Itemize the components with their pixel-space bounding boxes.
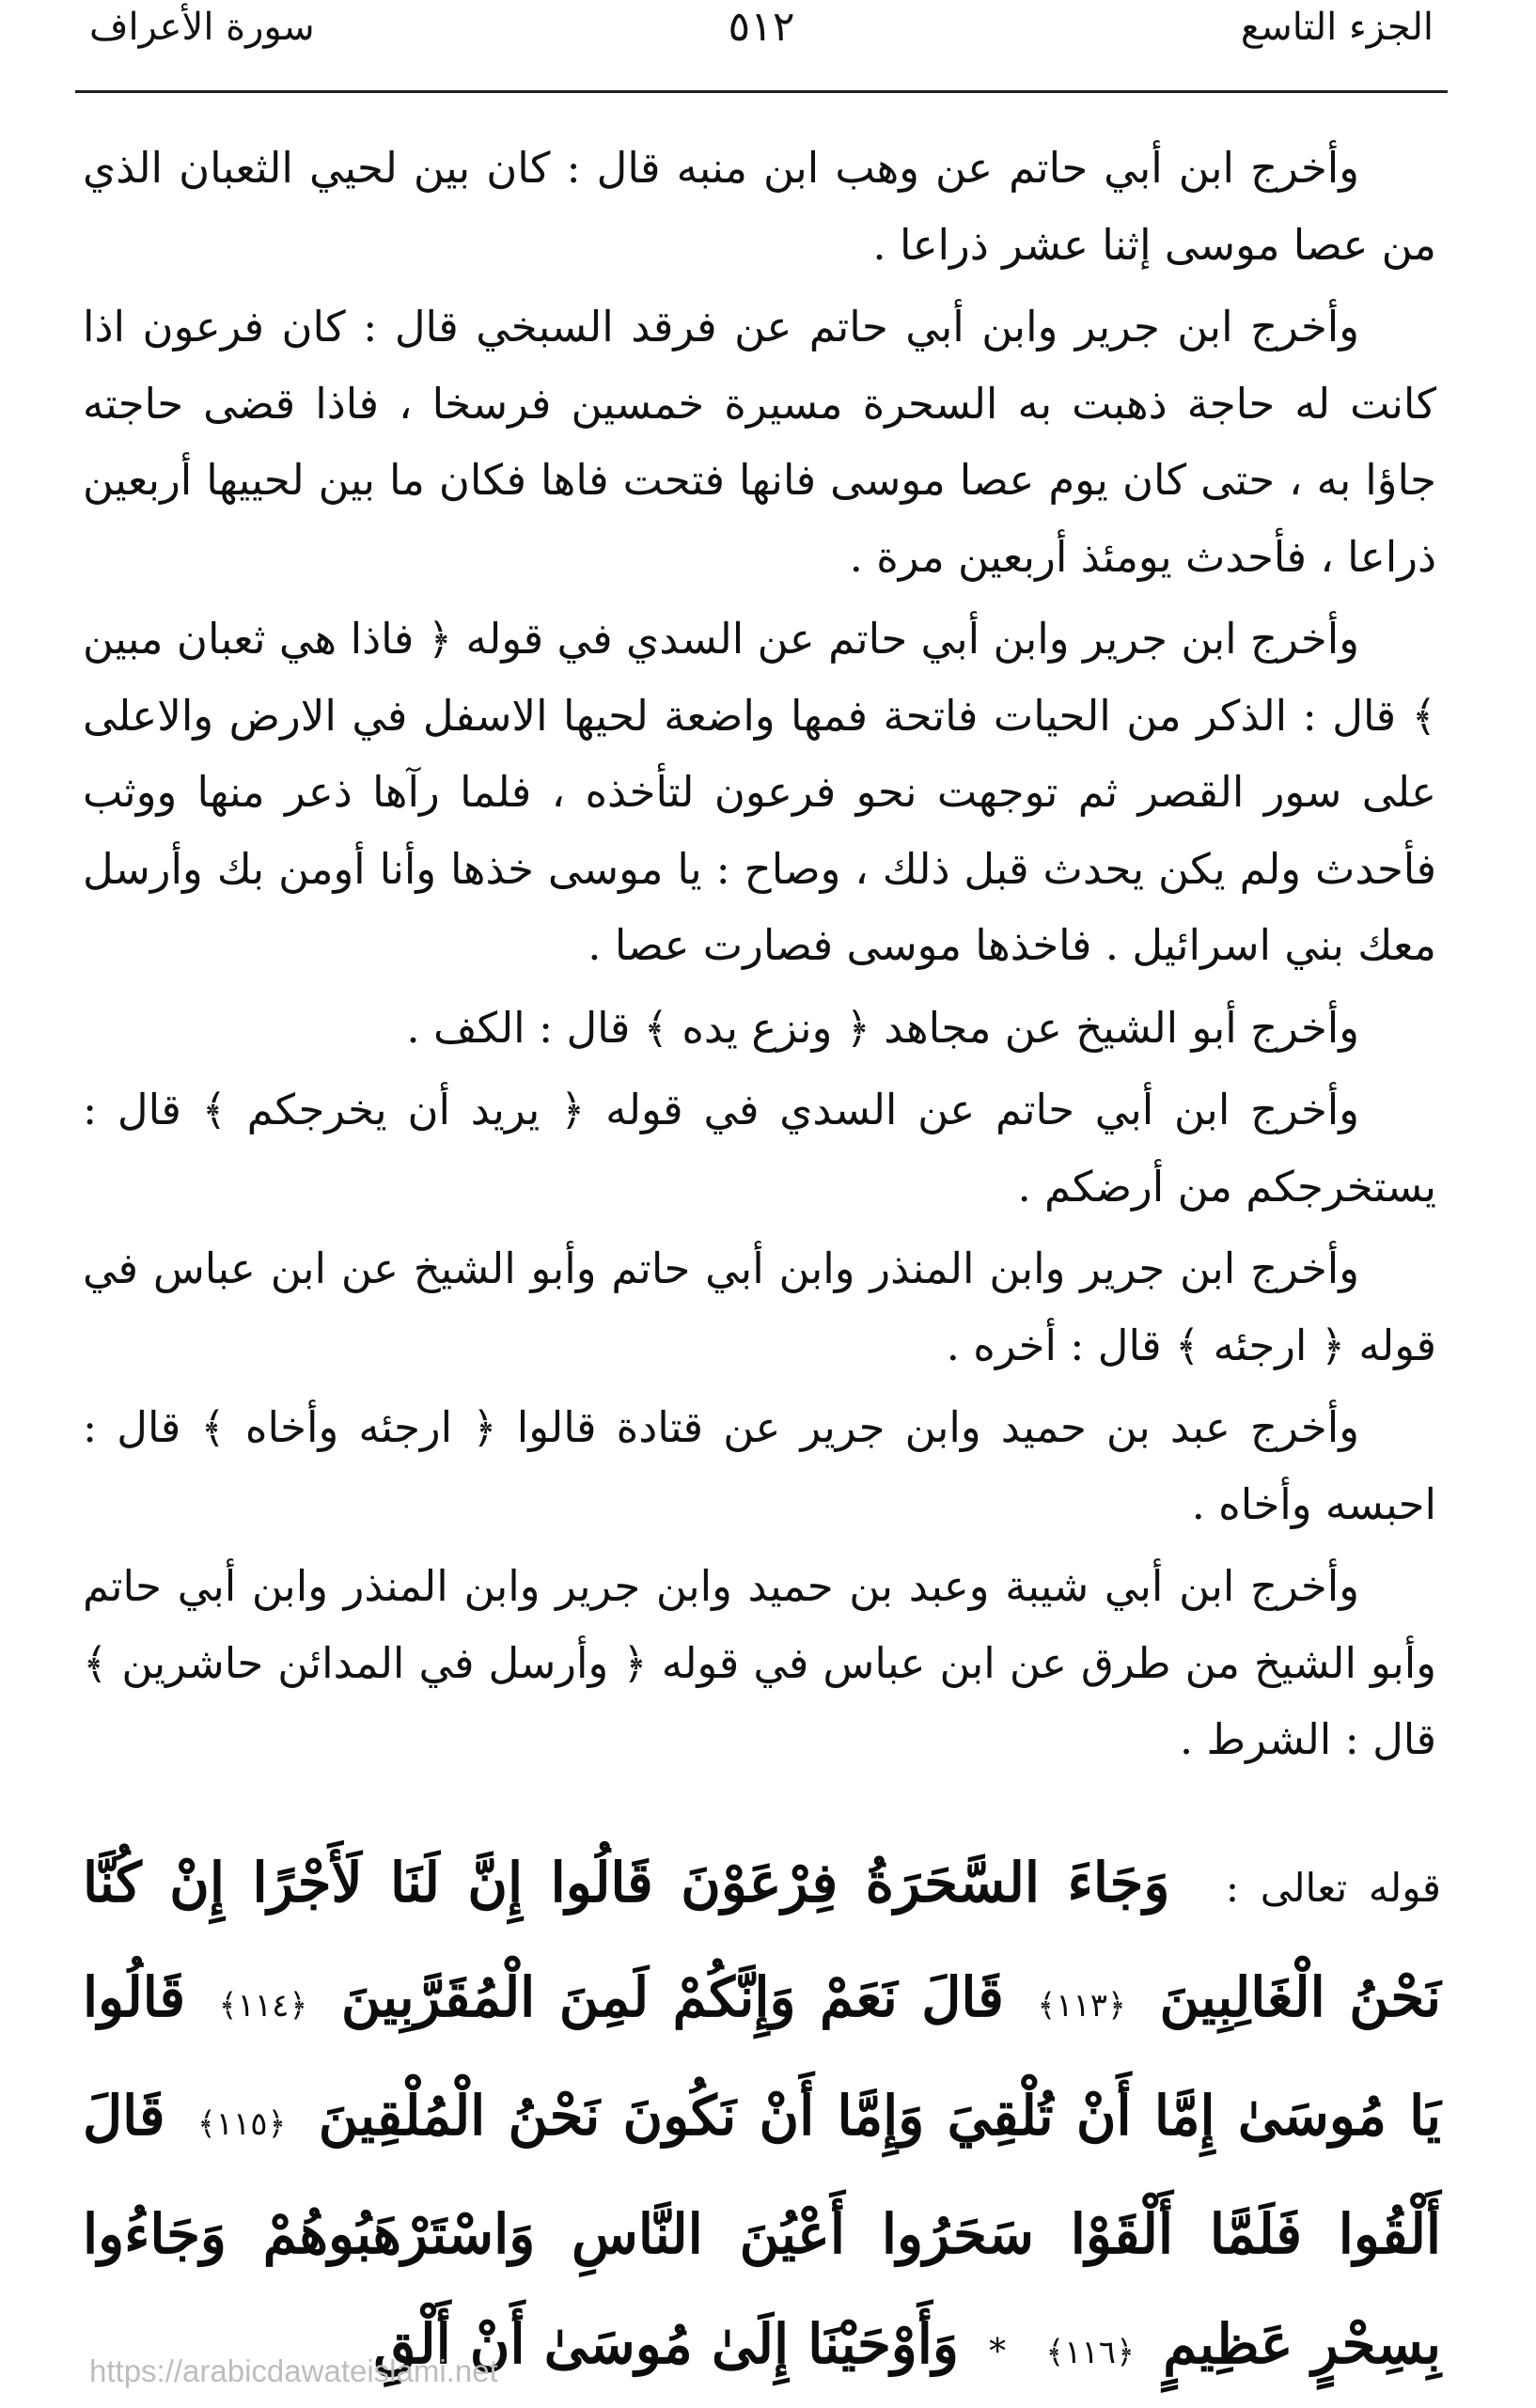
paragraph: وأخرج أبو الشيخ عن مجاهد ﴿ ونزع يده ﴾ قال : الكف . bbox=[406, 1002, 1359, 1053]
paragraph: وأخرج ابن جرير وابن أبي حاتم عن السدي في قوله ﴿ فاذا هي ثعبان مبين ﴾ قال : الذكر من الحيات فاتحة فمها واضعة لحيها الاسفل في الارض والاعلى على سور القصر ثم توجهت نحو فرعون لتأخذه ، فلما رآها ذعر منها ووثب فأحدث ولم يكن يحدث قبل ذلك ، وصاح : يا موسى خذها وأنا أومن بك وأرسل معك بني اسرائيل . فاخذها موسى فصارت عصا . bbox=[83, 614, 1436, 970]
page-number: ٥١٢ bbox=[728, 3, 795, 51]
paragraph: وأخرج ابن أبي شيبة وعبد بن حميد وابن جرير وابن المنذر وابن أبي حاتم وأبو الشيخ من طرق عن ابن عباس في قوله ﴿ وأرسل في المدائن حاشرين ﴾ قال : الشرط . bbox=[83, 1561, 1436, 1764]
ayah-number-marker: ﴿١١٦﴾ bbox=[1045, 2334, 1135, 2371]
page-header bbox=[89, 0, 1434, 55]
ayah-number: ١١٤ bbox=[237, 1987, 290, 2025]
ayah-number-marker: ﴿١١٣﴾ bbox=[1037, 1987, 1126, 2025]
verse-segment: قَالَ أَلْقُوا فَلَمَّا أَلْقَوْا سَحَرُوا أَعْيُنَ النَّاسِ وَاسْتَرْهَبُوهُمْ وَجَاءُوا بِسِحْرٍ عَظِيمٍ bbox=[83, 2084, 1441, 2376]
paragraph: وأخرج ابن أبي حاتم عن السدي في قوله ﴿ يريد أن يخرجكم ﴾ قال : يستخرجكم من أرضكم . bbox=[83, 1085, 1436, 1212]
verse-intro: قوله تعالى : bbox=[1225, 1865, 1441, 1911]
quran-verse-block bbox=[83, 1828, 1441, 2408]
watermark-url: https://arabicdawateislami.net bbox=[89, 2353, 498, 2388]
verse-segment: قَالُوا يَا مُوسَىٰ إِمَّا أَنْ تُلْقِيَ وَإِمَّا أَنْ نَكُونَ نَحْنُ الْمُلْقِينَ bbox=[83, 1965, 1441, 2148]
ayah-number-marker: ﴿١١٥﴾ bbox=[196, 2105, 287, 2143]
verse-segment: قَالَ نَعَمْ وَإِنَّكُمْ لَمِنَ الْمُقَرَّبِينَ bbox=[340, 1965, 1004, 2029]
star-icon: * bbox=[989, 2333, 1007, 2371]
commentary-text bbox=[83, 130, 1436, 1784]
header-surah-label: سورة الأعراف bbox=[89, 6, 315, 49]
ayah-number: ١١٦ bbox=[1064, 2334, 1117, 2371]
header-part-label: الجزء التاسع bbox=[1240, 6, 1434, 49]
ayah-number: ١١٣ bbox=[1056, 1987, 1108, 2025]
paragraph: وأخرج ابن جرير وابن أبي حاتم عن فرقد السبخي قال : كان فرعون اذا كانت له حاجة ذهبت به السحرة مسيرة خمسين فرسخا ، فاذا قضى حاجته جاؤا به ، حتى كان يوم عصا موسى فانها فتحت فاها فكان ما بين لحييها أربعين ذراعا ، فأحدث يومئذ أربعين مرة . bbox=[83, 302, 1436, 582]
paragraph: وأخرج عبد بن حميد وابن جرير عن قتادة قالوا ﴿ ارجئه وأخاه ﴾ قال : احبسه وأخاه . bbox=[83, 1402, 1436, 1529]
verse-segment: وَأَوْحَيْنَا إِلَىٰ مُوسَىٰ أَنْ أَلْقِ bbox=[373, 2312, 959, 2376]
paragraph: وأخرج ابن أبي حاتم عن وهب ابن منبه قال : كان بين لحيي الثعبان الذي من عصا موسى إثنا عشر ذراعا . bbox=[83, 143, 1436, 270]
header-divider bbox=[75, 90, 1448, 93]
verse-segment: وَجَاءَ السَّحَرَةُ فِرْعَوْنَ قَالُوا إِنَّ لَنَا لَأَجْرًا إِنْ كُنَّا نَحْنُ الْغَالِبِينَ bbox=[83, 1851, 1441, 2029]
ayah-number-marker: ﴿١١٤﴾ bbox=[218, 1987, 308, 2025]
paragraph: وأخرج ابن جرير وابن المنذر وابن أبي حاتم وأبو الشيخ عن ابن عباس في قوله ﴿ ارجئه ﴾ قال : أخره . bbox=[83, 1243, 1436, 1370]
ayah-number: ١١٥ bbox=[215, 2105, 268, 2143]
